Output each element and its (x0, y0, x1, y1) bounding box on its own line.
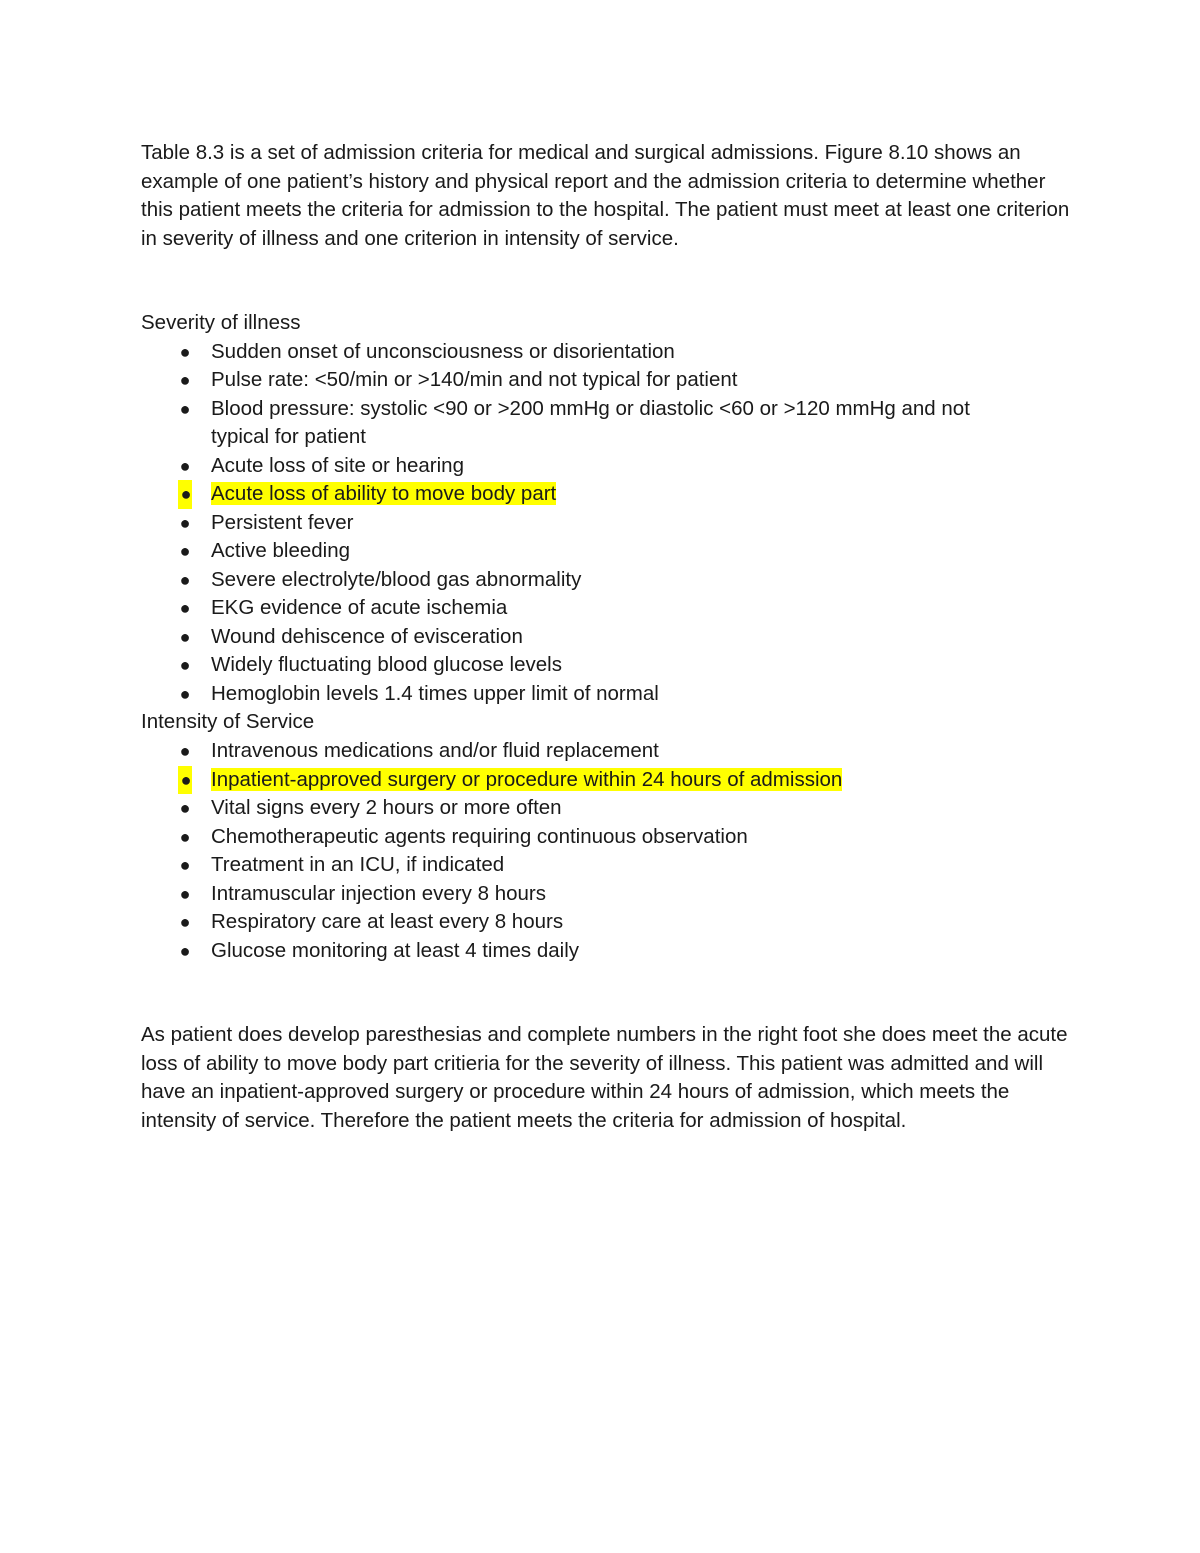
severity-list-item (141, 680, 1071, 709)
intensity-list-item (141, 908, 1071, 937)
severity-list-item (141, 623, 1071, 652)
severity-item-text: Widely fluctuating blood glucose levels (211, 653, 562, 677)
bullet-icon: ● (178, 766, 192, 795)
bullet-icon: ● (179, 798, 191, 819)
intensity-list-item (141, 737, 1071, 766)
severity-list-item (141, 338, 1071, 367)
severity-item-text: Acute loss of ability to move body part (211, 482, 557, 506)
severity-heading: Severity of illness (141, 311, 301, 335)
intensity-heading: Intensity of Service (141, 710, 315, 734)
intro-paragraph: Table 8.3 is a set of admission criteria for medical and surgical admissions. Figure 8.10 shows an example of one patient’s history and physical report and the admission criteria to determine whether this patient meets the criteria for admission to the hospital. The patient must meet at least one criterion in severity of illness and one criterion in intensity of service. (141, 141, 1070, 250)
bullet-icon: ● (179, 398, 191, 419)
bullet-icon: ● (179, 826, 191, 847)
bullet-icon: ● (179, 598, 191, 619)
bullet-icon: ● (179, 569, 191, 590)
severity-item-text: Acute loss of site or hearing (211, 453, 464, 477)
intensity-list-item (141, 794, 1071, 823)
severity-item-text: Active bleeding (211, 539, 351, 563)
bullet-icon: ● (178, 480, 192, 509)
intensity-list-item (141, 766, 1071, 795)
intensity-list (141, 737, 1071, 965)
severity-item-text: EKG evidence of acute ischemia (211, 596, 508, 620)
intensity-item-text: Glucose monitoring at least 4 times daily (211, 938, 580, 962)
bullet-icon: ● (179, 341, 191, 362)
bullet-icon: ● (179, 741, 191, 762)
severity-list (141, 338, 1071, 709)
bullet-icon: ● (179, 940, 191, 961)
severity-item-text: Persistent fever (211, 510, 354, 534)
bullet-icon: ● (179, 626, 191, 647)
intensity-list-item (141, 880, 1071, 909)
severity-list-item (141, 452, 1071, 481)
closing-paragraph: As patient does develop paresthesias and complete numbers in the right foot she does meet the acute loss of ability to move body part critieria for the severity of illness. This patient was admitted and will have an inpatient-approved surgery or procedure within 24 hours of admission, which meets the intensity of service. Therefore the patient meets the criteria for admission of hospital. (141, 1023, 1068, 1132)
intensity-item-text: Intravenous medications and/or fluid replacement (211, 739, 659, 763)
intensity-list-item (141, 823, 1071, 852)
severity-list-item (141, 395, 1071, 452)
document-page (141, 139, 1071, 1135)
severity-item-text: Blood pressure: systolic <90 or >200 mmHg or diastolic <60 or >120 mmHg and not typical for patient (211, 396, 970, 449)
intensity-item-text: Chemotherapeutic agents requiring continuous observation (211, 824, 748, 848)
severity-list-item (141, 480, 1071, 509)
spacer (141, 253, 1071, 309)
bullet-icon: ● (179, 655, 191, 676)
severity-list-item (141, 566, 1071, 595)
intensity-item-text: Respiratory care at least every 8 hours (211, 910, 564, 934)
severity-list-item (141, 594, 1071, 623)
bullet-icon: ● (179, 541, 191, 562)
intensity-item-text: Vital signs every 2 hours or more often (211, 796, 562, 820)
severity-list-item (141, 509, 1071, 538)
bullet-icon: ● (179, 370, 191, 391)
severity-list-item (141, 537, 1071, 566)
intensity-list-item (141, 851, 1071, 880)
bullet-icon: ● (179, 855, 191, 876)
severity-item-text: Wound dehiscence of evisceration (211, 624, 523, 648)
bullet-icon: ● (179, 455, 191, 476)
spacer (141, 965, 1071, 1021)
intensity-item-text: Intramuscular injection every 8 hours (211, 881, 546, 905)
bullet-icon: ● (179, 683, 191, 704)
bullet-icon: ● (179, 912, 191, 933)
severity-item-text: Sudden onset of unconsciousness or disorientation (211, 339, 675, 363)
severity-item-text: Pulse rate: <50/min or >140/min and not typical for patient (211, 368, 738, 392)
intensity-list-item (141, 937, 1071, 966)
intensity-item-text: Treatment in an ICU, if indicated (211, 853, 505, 877)
bullet-icon: ● (179, 512, 191, 533)
severity-item-text: Severe electrolyte/blood gas abnormality (211, 567, 582, 591)
severity-list-item (141, 366, 1071, 395)
severity-list-item (141, 651, 1071, 680)
severity-item-text: Hemoglobin levels 1.4 times upper limit of normal (211, 681, 659, 705)
bullet-icon: ● (179, 883, 191, 904)
intensity-item-text: Inpatient-approved surgery or procedure within 24 hours of admission (211, 767, 843, 791)
